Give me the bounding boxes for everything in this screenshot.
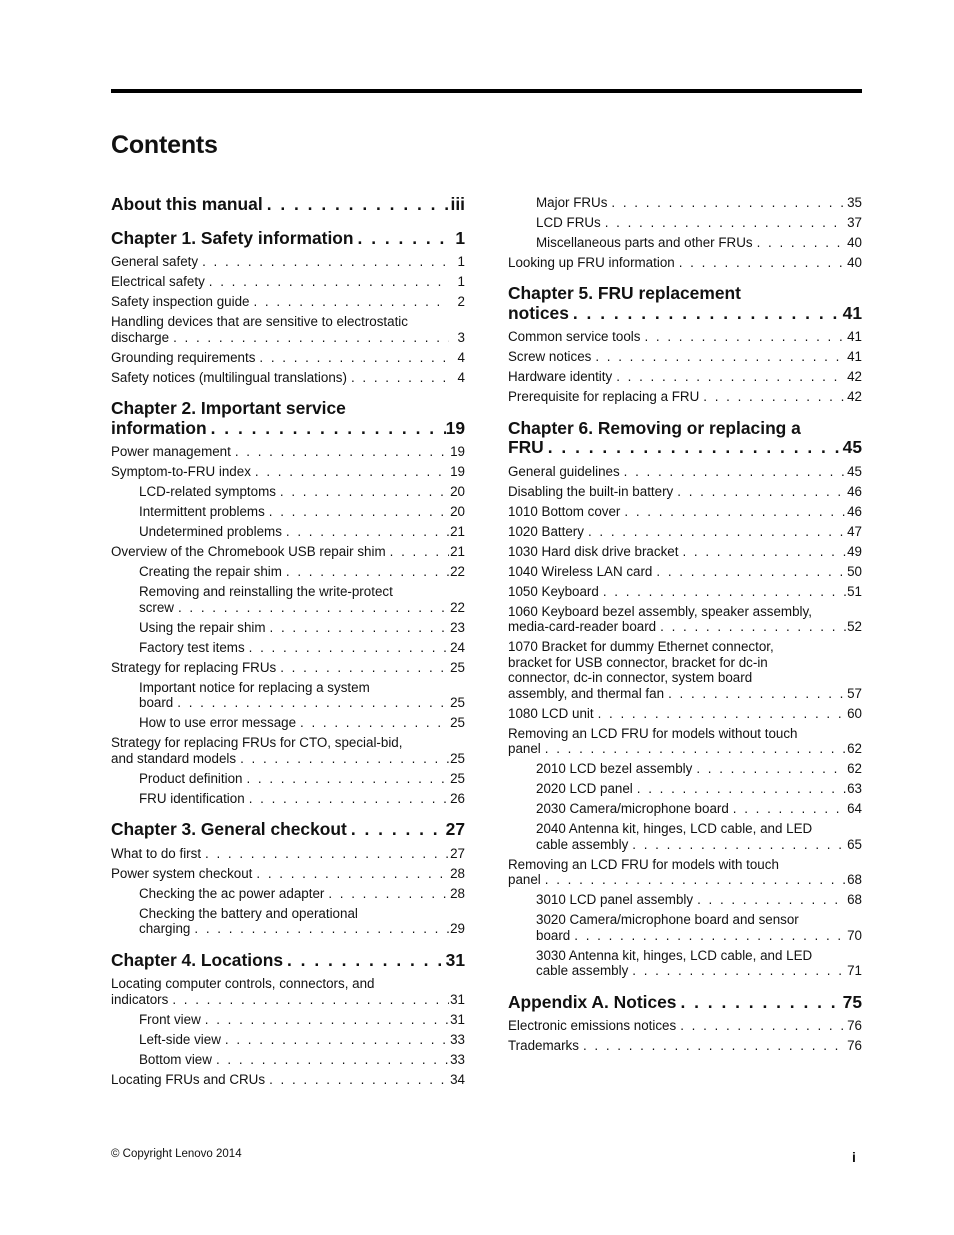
toc-page-number: 47: [847, 523, 862, 539]
toc-section-entry[interactable]: [508, 369, 862, 385]
toc-section-entry[interactable]: [111, 294, 465, 310]
toc-page-number: 51: [847, 583, 862, 599]
dot-leader: [628, 963, 846, 979]
toc-entry-label-line: Chapter 2. Important service: [111, 398, 346, 418]
dot-leader: [729, 801, 846, 817]
dot-leader: [245, 640, 449, 656]
dot-leader: [594, 706, 846, 722]
toc-page-number: 31: [450, 1011, 465, 1027]
toc-page-number: 25: [450, 770, 465, 786]
dot-leader: [678, 544, 846, 560]
toc-entry-label: Power management: [111, 444, 231, 459]
toc-section-entry[interactable]: [111, 976, 465, 1007]
toc-entry-label: Looking up FRU information: [508, 254, 675, 270]
dot-leader: [205, 274, 449, 290]
dot-leader: [664, 686, 846, 702]
toc-page-number: 70: [847, 927, 862, 943]
dot-leader: [231, 444, 449, 460]
toc-entry-label-line: connector, dc-in connector, system board: [508, 670, 753, 685]
dot-leader: [699, 389, 846, 405]
toc-page-number: 60: [847, 705, 862, 721]
toc-right-column: [508, 190, 862, 1054]
dot-leader: [599, 584, 846, 600]
dot-leader: [541, 741, 846, 757]
dot-leader: [173, 695, 449, 711]
dot-leader: [236, 751, 449, 767]
dot-leader: [607, 195, 846, 211]
toc-entry-label-line: 1070 Bracket for dummy Ethernet connector,: [508, 639, 774, 654]
toc-section-entry[interactable]: [111, 464, 465, 480]
toc-entry-label: 2020 LCD panel: [536, 781, 633, 796]
toc-chapter-entry[interactable]: [508, 419, 862, 458]
dot-leader: [676, 1018, 846, 1034]
toc-subsection-entry[interactable]: [139, 1052, 465, 1068]
toc-chapter-entry[interactable]: [508, 993, 862, 1013]
toc-entry-label: Intermittent problems: [139, 504, 265, 519]
toc-entry-label: Left-side view: [139, 1031, 221, 1047]
toc-page-number: 64: [847, 801, 862, 816]
toc-entry-label: Chapter 4. Locations: [111, 949, 284, 970]
toc-entry-label-line: Removing and reinstalling the write-protect: [139, 584, 393, 599]
toc-entry-label: Overview of the Chromebook USB repair shim: [111, 544, 386, 559]
dot-leader: [386, 544, 449, 560]
toc-page-number: 62: [847, 761, 862, 776]
page-title: Contents: [111, 131, 218, 159]
toc-section-entry[interactable]: [111, 660, 465, 676]
dot-leader: [633, 781, 846, 797]
toc-section-entry[interactable]: [508, 544, 862, 560]
toc-subsection-entry[interactable]: [139, 504, 465, 520]
toc-page-number: 71: [847, 963, 862, 978]
toc-page-number: 1: [457, 274, 465, 289]
toc-page-number: 52: [847, 619, 862, 634]
dot-leader: [242, 771, 449, 787]
toc-page-number: 33: [450, 1051, 465, 1067]
toc-page-number: 40: [847, 254, 862, 270]
toc-subsection-entry[interactable]: [139, 886, 465, 902]
dot-leader: [296, 715, 449, 731]
toc-section-entry[interactable]: [508, 389, 862, 405]
toc-entry-label: Chapter 1. Safety information: [111, 227, 354, 248]
toc-page-number: 3: [457, 329, 465, 345]
dot-leader: [693, 892, 846, 908]
toc-page-number: 20: [450, 484, 465, 499]
toc-entry-label: 1050 Keyboard: [508, 583, 599, 599]
toc-page-number: 62: [847, 741, 862, 756]
toc-page-number: 41: [847, 349, 862, 364]
toc-page-number: 1: [455, 227, 465, 248]
toc-entry-label-line: Chapter 5. FRU replacement: [508, 283, 741, 303]
toc-page-number: 33: [450, 1031, 465, 1047]
toc-subsection-entry[interactable]: [139, 640, 465, 656]
dot-leader: [591, 349, 846, 365]
toc-entry-label: 3010 LCD panel assembly: [536, 892, 694, 907]
toc-page-number: 34: [450, 1071, 465, 1087]
toc-entry-label-line: Handling devices that are sensitive to electrostatic: [111, 314, 408, 329]
dot-leader: [276, 484, 449, 500]
toc-subsection-entry[interactable]: [139, 771, 465, 787]
toc-page-number: 57: [847, 685, 862, 701]
toc-subsection-entry[interactable]: [139, 680, 465, 711]
toc-page-number: iii: [450, 194, 465, 214]
dot-leader: [640, 329, 846, 345]
dot-leader: [601, 215, 846, 231]
toc-entry-label: Factory test items: [139, 639, 245, 655]
toc-section-entry[interactable]: [508, 1018, 862, 1034]
dot-leader: [579, 1038, 846, 1054]
toc-page-number: 28: [450, 885, 465, 901]
toc-entry-label-line: 3030 Antenna kit, hinges, LCD cable, and LED: [536, 947, 813, 963]
toc-page-number: 31: [450, 991, 465, 1007]
toc-entry-label: 1020 Battery: [508, 523, 584, 539]
toc-subsection-entry[interactable]: [139, 584, 465, 615]
toc-entry-label: board: [536, 927, 571, 943]
toc-chapter-entry[interactable]: [111, 951, 465, 971]
toc-entry-label: Safety inspection guide: [111, 294, 250, 309]
toc-subsection-entry[interactable]: [536, 821, 862, 852]
toc-page-number: 41: [847, 329, 862, 344]
toc-section-entry[interactable]: [111, 350, 465, 366]
toc-page-number: 31: [445, 949, 465, 970]
toc-section-entry[interactable]: [508, 857, 862, 888]
toc-section-entry[interactable]: [508, 349, 862, 365]
toc-entry-label: LCD FRUs: [536, 214, 601, 230]
toc-chapter-entry[interactable]: [111, 399, 465, 438]
toc-entry-label-line: Locating computer controls, connectors, and: [111, 976, 375, 991]
toc-entry-label: Electrical safety: [111, 274, 205, 289]
toc-entry-label: screw: [139, 599, 174, 615]
toc-page-number: 20: [450, 504, 465, 519]
toc-entry-label: panel: [508, 741, 541, 756]
toc-section-entry[interactable]: [508, 639, 862, 701]
toc-page-number: 45: [842, 437, 862, 457]
toc-entry-label-line: Removing an LCD FRU for models with touch: [508, 856, 779, 872]
dot-leader: [207, 419, 446, 439]
toc-entry-label: What to do first: [111, 845, 202, 861]
toc-subsection-entry[interactable]: [536, 912, 862, 943]
dot-leader: [628, 837, 846, 853]
toc-subsection-entry[interactable]: [536, 235, 862, 251]
dot-leader: [584, 524, 846, 540]
dot-leader: [354, 229, 449, 249]
toc-entry-label: Locating FRUs and CRUs: [111, 1071, 266, 1087]
header-rule: [111, 89, 862, 93]
toc-page-number: 46: [847, 503, 862, 519]
toc-entry-label: Disabling the built-in battery: [508, 483, 674, 499]
toc-page-number: 25: [450, 750, 465, 766]
toc-entry-label: Hardware identity: [508, 369, 613, 384]
toc-chapter-entry[interactable]: [111, 820, 465, 840]
toc-entry-label: Electronic emissions notices: [508, 1018, 677, 1033]
toc-entry-label: Miscellaneous parts and other FRUs: [536, 234, 753, 250]
toc-chapter-entry[interactable]: [508, 284, 862, 323]
toc-entry-label: media-card-reader board: [508, 619, 657, 634]
toc-subsection-entry[interactable]: [536, 215, 862, 231]
toc-section-entry[interactable]: [111, 274, 465, 290]
toc-section-entry[interactable]: [508, 524, 862, 540]
toc-entry-label: board: [139, 695, 174, 710]
toc-entry-label-line: Removing an LCD FRU for models without touch: [508, 725, 798, 741]
toc-section-entry[interactable]: [508, 1038, 862, 1054]
toc-entry-label: Bottom view: [139, 1051, 212, 1067]
toc-page-number: 23: [450, 619, 465, 635]
dot-leader: [265, 504, 449, 520]
toc-entry-label: 2030 Camera/microphone board: [536, 801, 729, 816]
dot-leader: [251, 464, 449, 480]
toc-entry-label: FRU: [508, 437, 544, 457]
toc-page-number: 22: [450, 564, 465, 579]
dot-leader: [276, 660, 449, 676]
toc-subsection-entry[interactable]: [139, 906, 465, 937]
toc-entry-label-line: 1060 Keyboard bezel assembly, speaker assembly,: [508, 603, 812, 619]
toc-section-entry[interactable]: [111, 866, 465, 882]
toc-chapter-entry[interactable]: [111, 229, 465, 249]
toc-subsection-entry[interactable]: [536, 761, 862, 777]
dot-leader: [263, 195, 449, 215]
toc-page-number: 1: [457, 254, 465, 269]
toc-entry-label: Using the repair shim: [139, 619, 266, 635]
toc-subsection-entry[interactable]: [139, 1032, 465, 1048]
toc-entry-label: Screw notices: [508, 349, 592, 364]
toc-section-entry[interactable]: [508, 484, 862, 500]
toc-section-entry[interactable]: [111, 444, 465, 460]
dot-leader: [692, 761, 846, 777]
toc-entry-label: 1010 Bottom cover: [508, 503, 621, 519]
toc-entry-label: 1030 Hard disk drive bracket: [508, 543, 679, 559]
toc-section-entry[interactable]: [508, 255, 862, 271]
dot-leader: [620, 464, 846, 480]
toc-section-entry[interactable]: [508, 584, 862, 600]
toc-chapter-entry[interactable]: [111, 195, 465, 215]
toc-section-entry[interactable]: [111, 735, 465, 766]
toc-page-number: 21: [450, 524, 465, 539]
toc-entry-label: cable assembly: [536, 836, 629, 852]
toc-page-number: 19: [450, 444, 465, 459]
toc-section-entry[interactable]: [508, 604, 862, 635]
toc-entry-label: How to use error message: [139, 715, 297, 730]
toc-entry-label: charging: [139, 921, 191, 936]
toc-left-column: [111, 190, 465, 1087]
toc-entry-label: Strategy for replacing FRUs: [111, 659, 277, 675]
dot-leader: [265, 1072, 449, 1088]
toc-page-number: 42: [847, 389, 862, 404]
toc-page-number: 25: [450, 695, 465, 710]
toc-page-number: 19: [450, 464, 465, 479]
toc-page-number: 76: [847, 1038, 862, 1053]
toc-entry-label-line: Important notice for replacing a system: [139, 679, 370, 695]
toc-entry-label: Trademarks: [508, 1038, 579, 1053]
toc-page-number: 41: [842, 302, 862, 323]
dot-leader: [612, 369, 846, 385]
toc-section-entry[interactable]: [111, 1072, 465, 1088]
dot-leader: [541, 872, 846, 888]
toc-subsection-entry[interactable]: [536, 195, 862, 211]
toc-page-number: 68: [847, 892, 862, 907]
toc-page-number: 27: [445, 819, 465, 839]
toc-page-number: 25: [450, 715, 465, 730]
page-number: i: [852, 1149, 856, 1165]
toc-subsection-entry[interactable]: [139, 1012, 465, 1028]
dot-leader: [201, 846, 449, 862]
toc-page-number: 4: [457, 349, 465, 365]
toc-page-number: 35: [847, 194, 862, 210]
dot-leader: [544, 438, 843, 458]
toc-section-entry[interactable]: [111, 254, 465, 270]
toc-page-number: 76: [847, 1018, 862, 1033]
toc-entry-label: panel: [508, 872, 541, 887]
toc-entry-label: Appendix A. Notices: [508, 991, 677, 1012]
toc-page-number: 24: [450, 639, 465, 655]
toc-section-entry[interactable]: [508, 464, 862, 480]
toc-section-entry[interactable]: [508, 706, 862, 722]
toc-entry-label: Creating the repair shim: [139, 564, 282, 579]
toc-entry-label: Grounding requirements: [111, 349, 256, 365]
dot-leader: [190, 921, 449, 937]
toc-entry-label: Front view: [139, 1011, 201, 1027]
toc-entry-label: Symptom-to-FRU index: [111, 464, 251, 479]
toc-entry-label-line: Chapter 6. Removing or replacing a: [508, 417, 801, 438]
toc-entry-label: and standard models: [111, 750, 237, 766]
toc-page-number: 50: [847, 563, 862, 579]
toc-entry-label: Chapter 3. General checkout: [111, 819, 347, 839]
toc-section-entry[interactable]: [111, 370, 465, 386]
dot-leader: [174, 600, 449, 616]
toc-entry-label: information: [111, 417, 207, 438]
toc-section-entry[interactable]: [111, 314, 465, 345]
dot-leader: [676, 993, 842, 1013]
dot-leader: [673, 484, 846, 500]
toc-page-number: 40: [847, 234, 862, 250]
dot-leader: [212, 1052, 449, 1068]
toc-page-number: 4: [457, 369, 465, 385]
toc-page-number: 65: [847, 836, 862, 852]
dot-leader: [282, 524, 449, 540]
toc-section-entry[interactable]: [111, 846, 465, 862]
toc-page-number: 46: [847, 483, 862, 499]
dot-leader: [347, 370, 449, 386]
toc-entry-label: 2010 LCD bezel assembly: [536, 761, 693, 776]
toc-subsection-entry[interactable]: [139, 484, 465, 500]
toc-page-number: 37: [847, 214, 862, 230]
toc-page-number: 27: [450, 845, 465, 861]
dot-leader: [201, 1012, 449, 1028]
toc-section-entry[interactable]: [508, 726, 862, 757]
toc-entry-label: discharge: [111, 329, 170, 345]
toc-entry-label: Undetermined problems: [139, 524, 282, 539]
dot-leader: [569, 304, 843, 324]
toc-page-number: 28: [450, 865, 465, 881]
toc-subsection-entry[interactable]: [536, 892, 862, 908]
toc-entry-label: indicators: [111, 991, 169, 1007]
dot-leader: [652, 564, 846, 580]
toc-entry-label: About this manual: [111, 194, 263, 214]
dot-leader: [324, 886, 449, 902]
dot-leader: [266, 620, 449, 636]
dot-leader: [753, 235, 846, 251]
toc-entry-label-line: 3020 Camera/microphone board and sensor: [536, 912, 799, 927]
toc-subsection-entry[interactable]: [139, 715, 465, 731]
toc-entry-label: assembly, and thermal fan: [508, 685, 665, 701]
toc-entry-label: LCD-related symptoms: [139, 484, 276, 499]
dot-leader: [252, 866, 449, 882]
toc-page-number: 42: [847, 369, 862, 384]
toc-page-number: 26: [450, 790, 465, 806]
toc-entry-label: Product definition: [139, 770, 243, 786]
dot-leader: [168, 992, 449, 1008]
toc-page-number: 22: [450, 599, 465, 615]
toc-section-entry[interactable]: [111, 544, 465, 560]
dot-leader: [675, 255, 846, 271]
toc-section-entry[interactable]: [508, 504, 862, 520]
toc-subsection-entry[interactable]: [139, 564, 465, 580]
dot-leader: [169, 330, 449, 346]
toc-entry-label: FRU identification: [139, 790, 245, 806]
dot-leader: [570, 928, 846, 944]
toc-page-number: 45: [847, 463, 862, 479]
toc-subsection-entry[interactable]: [139, 620, 465, 636]
toc-page-number: 21: [450, 544, 465, 559]
toc-page-number: 49: [847, 543, 862, 559]
toc-entry-label: 1040 Wireless LAN card: [508, 563, 653, 579]
toc-page-number: 63: [847, 781, 862, 796]
toc-entry-label-line: Strategy for replacing FRUs for CTO, special-bid,: [111, 735, 403, 750]
toc-entry-label: Common service tools: [508, 329, 641, 344]
toc-entry-label: 1080 LCD unit: [508, 705, 594, 721]
toc-subsection-entry[interactable]: [139, 524, 465, 540]
copyright-notice: © Copyright Lenovo 2014: [111, 1148, 242, 1160]
toc-page-number: 25: [450, 659, 465, 675]
toc-entry-label: Checking the ac power adapter: [139, 885, 325, 901]
dot-leader: [221, 1032, 449, 1048]
toc-entry-label: cable assembly: [536, 963, 629, 978]
toc-entry-label-line: Checking the battery and operational: [139, 905, 358, 921]
toc-page-number: 75: [842, 991, 862, 1012]
toc-subsection-entry[interactable]: [139, 791, 465, 807]
toc-page-number: 68: [847, 872, 862, 887]
toc-entry-label: notices: [508, 302, 569, 323]
toc-entry-label: Major FRUs: [536, 194, 608, 210]
toc-entry-label: Power system checkout: [111, 865, 253, 881]
toc-page-number: 19: [445, 417, 465, 438]
toc-entry-label: General safety: [111, 254, 199, 269]
dot-leader: [283, 951, 446, 971]
dot-leader: [282, 564, 449, 580]
toc-subsection-entry[interactable]: [536, 781, 862, 797]
toc-subsection-entry[interactable]: [536, 801, 862, 817]
dot-leader: [620, 504, 846, 520]
dot-leader: [255, 350, 449, 366]
toc-entry-label-line: 2040 Antenna kit, hinges, LCD cable, and LED: [536, 821, 813, 836]
dot-leader: [249, 294, 449, 310]
dot-leader: [656, 619, 846, 635]
toc-entry-label-line: bracket for USB connector, bracket for dc-in: [508, 654, 768, 670]
dot-leader: [245, 791, 449, 807]
dot-leader: [198, 254, 449, 270]
toc-page-number: 29: [450, 921, 465, 936]
toc-section-entry[interactable]: [508, 329, 862, 345]
toc-section-entry[interactable]: [508, 564, 862, 580]
toc-entry-label: Prerequisite for replacing a FRU: [508, 389, 700, 404]
toc-entry-label: General guidelines: [508, 463, 620, 479]
toc-entry-label: Safety notices (multilingual translations): [111, 369, 347, 385]
toc-page-number: 2: [457, 294, 465, 309]
dot-leader: [347, 820, 446, 840]
toc-subsection-entry[interactable]: [536, 948, 862, 979]
